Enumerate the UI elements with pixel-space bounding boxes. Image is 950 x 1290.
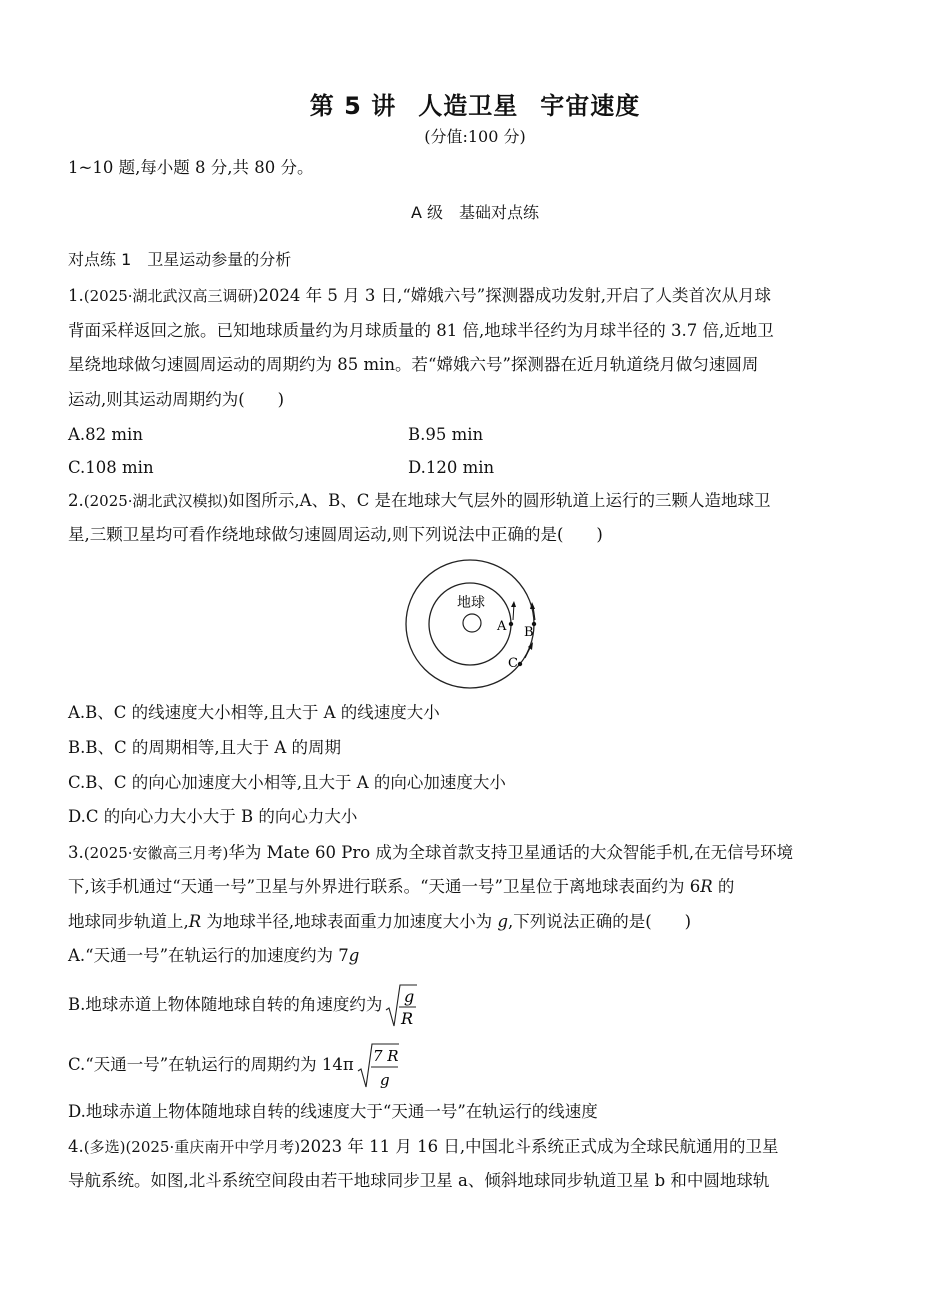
q2-option-b: B.B、C 的周期相等,且大于 A 的周期	[68, 738, 342, 757]
satellite-c	[518, 662, 522, 666]
q3-text: 的	[712, 877, 735, 896]
q3-text: 地球同步轨道上,	[68, 912, 189, 931]
question-2-line-2: 星,三颗卫星均可看作绕地球做匀速圆周运动,则下列说法中正确的是( )	[68, 525, 603, 544]
var-r: R	[188, 912, 202, 931]
q3-text: ,下列说法正确的是( )	[508, 912, 692, 931]
var-g: g	[497, 912, 508, 931]
sqrt-symbol	[384, 982, 418, 1030]
satellite-a	[509, 622, 513, 626]
var-g: g	[348, 946, 360, 965]
var-r: R	[700, 877, 713, 896]
satellite-b-label: B	[524, 625, 534, 640]
sqrt-symbol	[356, 1041, 400, 1091]
question-text: 如图所示,A、B、C 是在地球大气层外的圆形轨道上运行的三颗人造地球卫	[228, 491, 771, 510]
arrow-head-a	[511, 601, 516, 607]
satellite-a-label: A	[497, 619, 507, 634]
question-3-line-3	[68, 911, 691, 933]
question-source: (2025·湖北武汉高三调研)	[83, 287, 259, 305]
question-2-line-1	[68, 490, 771, 512]
question-number: 4.	[68, 1137, 84, 1156]
orbit-diagram	[404, 558, 544, 690]
sqrt-formula	[384, 982, 418, 1030]
fraction-denominator: R	[401, 1008, 414, 1028]
q3-option-a-text: A.“天通一号”在轨运行的加速度约为 7	[68, 946, 349, 965]
question-4-line-1	[68, 1136, 779, 1158]
q3-option-b-text: B.地球赤道上物体随地球自转的角速度约为	[68, 995, 383, 1014]
title-topic-1: 人造卫星	[418, 92, 519, 120]
q1-option-c: C.108 min	[68, 458, 154, 477]
question-source: (2025·安徽高三月考)	[83, 844, 229, 862]
question-4-line-2: 导航系统。如图,北斗系统空间段由若干地球同步卫星 a、倾斜地球同步轨道卫星 b 和中圆地球轨	[68, 1171, 770, 1190]
question-number: 2.	[68, 491, 84, 510]
sqrt-formula	[356, 1041, 400, 1091]
question-1-line-4: 运动,则其运动周期约为( )	[68, 390, 285, 409]
question-1-line-1	[68, 285, 771, 307]
question-text: 2023 年 11 月 16 日,中国北斗系统正式成为全球民航通用的卫星	[300, 1137, 779, 1156]
q3-option-c-text: C.“天通一号”在轨运行的周期约为 14π	[68, 1055, 354, 1074]
satellite-c-label: C	[508, 656, 518, 671]
fraction-numerator: 7 R	[372, 1046, 399, 1065]
fraction-numerator: g	[404, 986, 415, 1006]
question-1-line-2: 背面采样返回之旅。已知地球质量约为月球质量的 81 倍,地球半径约为月球半径的 3.7 倍,近地卫	[68, 321, 774, 340]
orbit-figure	[404, 558, 544, 694]
q1-option-d: D.120 min	[408, 458, 495, 477]
q3-text: 为地球半径,地球表面重力加速度大小为	[201, 912, 498, 931]
question-3-line-2	[68, 876, 734, 898]
q3-option-d: D.地球赤道上物体随地球自转的线速度大于“天通一号”在轨运行的线速度	[68, 1102, 598, 1121]
q2-option-a: A.B、C 的线速度大小相等,且大于 A 的线速度大小	[68, 703, 440, 722]
earth-circle	[463, 614, 481, 632]
question-source: (多选)(2025·重庆南开中学月考)	[83, 1138, 301, 1156]
q3-option-b	[68, 980, 418, 1030]
q3-option-a	[68, 945, 359, 967]
question-3-line-1	[68, 842, 793, 864]
question-1-line-3: 星绕地球做匀速圆周运动的周期约为 85 min。若“嫦娥六号”探测器在近月轨道绕月做匀速圆周	[68, 355, 759, 374]
score-note: (分值:100 分)	[424, 127, 526, 146]
question-number: 1.	[68, 286, 84, 305]
page-title	[0, 86, 950, 121]
level-heading: A 级 基础对点练	[410, 203, 540, 222]
q2-option-d: D.C 的向心力大小大于 B 的向心力大小	[68, 807, 358, 826]
question-number: 3.	[68, 843, 84, 862]
section-heading: 对点练 1 卫星运动参量的分析	[68, 250, 292, 269]
intro-text: 1~10 题,每小题 8 分,共 80 分。	[68, 158, 314, 177]
q1-option-b: B.95 min	[408, 425, 484, 444]
earth-label: 地球	[457, 595, 485, 611]
fraction-denominator: g	[379, 1070, 390, 1089]
q3-text: 下,该手机通过“天通一号”卫星与外界进行联系。“天通一号”卫星位于离地球表面约为 6	[68, 877, 701, 896]
q3-option-c	[68, 1040, 400, 1090]
question-text: 2024 年 5 月 3 日,“嫦娥六号”探测器成功发射,开启了人类首次从月球	[258, 286, 771, 305]
title-topic-2: 宇宙速度	[540, 92, 641, 120]
q1-option-a: A.82 min	[68, 425, 143, 444]
q2-option-c: C.B、C 的向心加速度大小相等,且大于 A 的向心加速度大小	[68, 773, 506, 792]
title-lecture-number: 第 5 讲	[309, 92, 397, 120]
question-source: (2025·湖北武汉模拟)	[83, 492, 229, 510]
question-text: 华为 Mate 60 Pro 成为全球首款支持卫星通话的大众智能手机,在无信号环境	[228, 843, 794, 862]
